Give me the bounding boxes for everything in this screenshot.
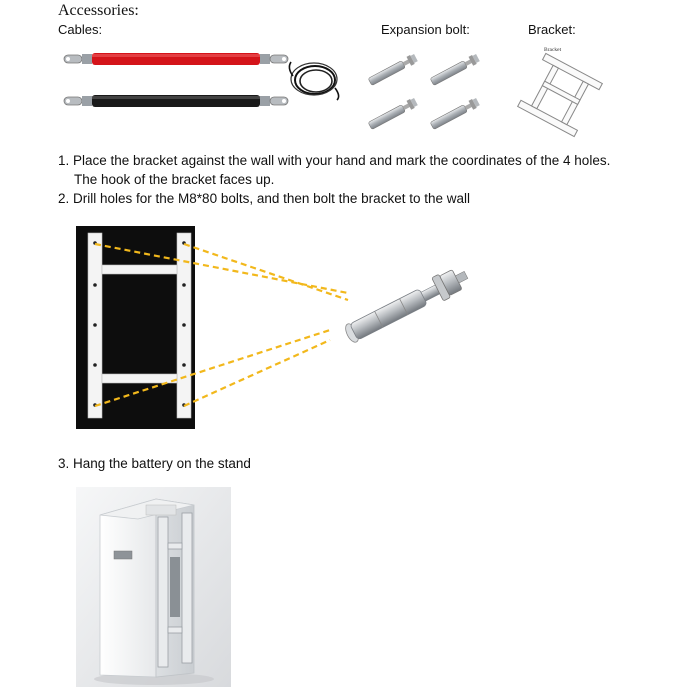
accessories-title: Accessories:	[58, 2, 139, 19]
step-3-text: 3. Hang the battery on the stand	[58, 456, 251, 471]
step-2-text: 2. Drill holes for the M8*80 bolts, and then bolt the bracket to the wall	[58, 191, 470, 206]
cables-label: Cables:	[58, 22, 103, 37]
bracket-label: Bracket:	[528, 22, 576, 37]
step-1-continuation-text: The hook of the bracket faces up.	[74, 172, 275, 187]
step-1-text: 1. Place the bracket against the wall with your hand and mark the coordinates of the 4 holes.	[58, 153, 611, 168]
battery-on-stand-image	[76, 487, 231, 687]
bracket-tiny-label: Bracket	[544, 47, 562, 53]
large-expansion-bolt	[342, 263, 472, 347]
expansion-bolt-label: Expansion bolt:	[381, 22, 470, 37]
